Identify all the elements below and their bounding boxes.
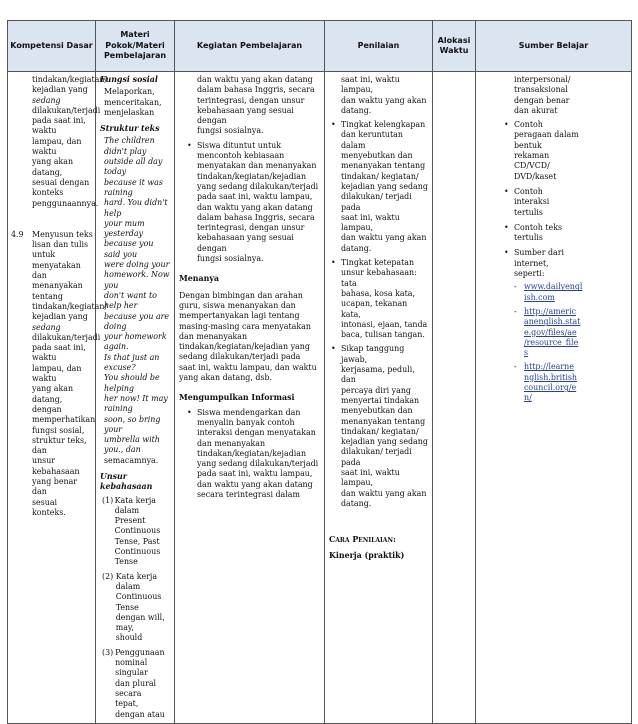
link-item: - http://learne nglish.british council.org/e n/ [514, 362, 577, 403]
kd-number: 4.9 [11, 229, 24, 239]
menanya-title: Menanya [179, 274, 220, 284]
syllabus-table [7, 20, 632, 724]
penilaian-continued-text: saat ini, waktu lampau, dan waktu yang akan datang. [341, 75, 427, 115]
unsur-kebahasaan-title: Unsur kebahasaan [100, 471, 153, 492]
header-sumber-belajar: Sumber Belajar [476, 21, 632, 72]
struktur-teks-title: Struktur teks [100, 124, 160, 134]
link-item: - www.dailyengl ish.com [514, 282, 583, 302]
cara-penilaian-title: Cara Penilaian: [329, 535, 396, 545]
list-item: • Tingkat kelengkapan dan keruntutan dalam menyebutkan dan menanyakan tentang tindakan/ kegiatan/ kejadian yang sedang dilakukan/ terjadi pada saat ini, waktu lampau, dan waktu yang akan datang. [329, 120, 429, 254]
link-americanenglish[interactable]: http://americ anenglish.stat e.gov/files/ae /resource_file s [524, 306, 581, 358]
kegiatan-continued-text: dan waktu yang akan datang dalam bahasa Inggris, secara terintegrasi, dengan unsur kebahasaan yang sesuai dengan fungsi sosialnya. [197, 75, 315, 136]
link-learnenglish-britishcouncil[interactable]: http://learne nglish.british council.org/e n/ [524, 362, 577, 403]
fungsi-sosial-title: Fungsi sosial [100, 75, 158, 84]
list-item: • Contoh interaksi tertulis [502, 187, 627, 218]
list-item: (3) Penggunaan nominal singular dan plural secara tepat, dengan atau [102, 647, 165, 719]
cell-kompetensi-dasar [8, 72, 108, 724]
list-item: • Tingkat ketepatan unsur kebahasaan: tata bahasa, kosa kata, ucapan, tekanan kata, intonasi, ejaan, tanda baca, tulisan tangan. [329, 258, 429, 340]
list-item: (1) Kata kerja dalam Present Continuous Tense, Past Continuous Tense [102, 495, 161, 567]
list-item: • Contoh teks tertulis [502, 223, 627, 244]
list-item: • Sumber dari internet, seperti: [502, 248, 627, 279]
menanya-text: Dengan bimbingan dan arahan guru, siswa menanyakan dan mempertanyakan lagi tentang masing-masing cara menyatakan dan menanyakan tindakan/kegiatan/kejadian yang sedang dilakukan/terjadi pada saat ini, waktu lampau, dan waktu yang akan datang, dsb. [179, 290, 317, 383]
header-kompetensi-dasar: Kompetensi Dasar [8, 21, 96, 72]
cell-penilaian [325, 72, 433, 724]
table-row [8, 72, 632, 724]
list-item: (2) Kata kerja dalam Continuous Tense dengan will, may, should [102, 571, 165, 643]
fungsi-sosial-text: Melaporkan, menceritakan, menjelaskan [104, 87, 162, 117]
header-kegiatan-pembelajaran: Kegiatan Pembelajaran [175, 21, 325, 72]
header-materi-pokok: Materi Pokok/Materi Pembelajaran [96, 21, 175, 72]
mengumpulkan-informasi-title: Mengumpulkan Informasi [179, 393, 295, 403]
kinerja-label: Kinerja (praktik) [329, 551, 405, 561]
internet-links [502, 282, 627, 403]
header-row [8, 21, 632, 72]
list-item: • Siswa dituntut untuk mencontoh kebiasaan menyatakan dan menanyakan tindakan/kegiatan/kejadian yang sedang dilakukan/terjadi pada saat ini, waktu lampau, dan waktu yang akan datang dalam bahasa Inggris, secara terintegrasi, dengan unsur kebahasaan yang sesuai dengan fungsi sosialnya. [185, 141, 320, 265]
struktur-teks-example: The children didn't play outside all day today because it was raining hard. You didn't help your mum yesterday because you said you were doing your homework. Now you don't want to help her because you are doing your homework again. Is that just an excuse? You should be helping her now! It may raining soon, so bring your umbrella with you., dan semacamnya. [104, 136, 170, 465]
cell-sumber-belajar [476, 72, 632, 724]
cell-alokasi-waktu [433, 72, 476, 724]
cell-kegiatan-pembelajaran [175, 72, 325, 724]
kd-continued-text: tindakan/kegiatan/ kejadian yang sedang dilakukan/terjadi pada saat ini, waktu lampau, dan waktu yang akan datang, sesuai dengan konteks penggunaannya. [32, 75, 108, 208]
link-item: - http://americ anenglish.stat e.gov/files/ae /resource_file s [514, 306, 581, 358]
list-item: • Contoh peragaan dalam bentuk rekaman CD/VCD/ DVD/kaset [502, 120, 627, 182]
unsur-kebahasaan-list [100, 496, 170, 720]
link-dailyenglish[interactable]: www.dailyengl ish.com [524, 282, 583, 302]
list-item: • Sikap tanggung jawab, kerjasama, peduli, dan percaya diri yang menyertai tindakan menyebutkan dan menanyakan tentang tindakan/ kegiatan/ kejadian yang sedang dilakukan/ terjadi pada saat ini, waktu lampau, dan waktu yang akan datang. [329, 344, 429, 509]
kd-4-9: 4.9 Menyusun teks lisan dan tulis untuk menyatakan dan menanyakan tentang tindakan/kegiatan/ kejadian yang sedang dilakukan/terjadi pada saat ini, waktu lampau, dan waktu yang akan datang, dengan memperhatikan fungsi sosial, struktur teks, dan unsur kebahasaan yang benar dan sesuai konteks. [11, 229, 108, 517]
header-alokasi-waktu: Alokasi Waktu [433, 21, 476, 72]
cell-materi-pokok [96, 72, 175, 724]
sumber-continued-text: interpersonal/ transaksional dengan benar dan akurat [514, 75, 571, 115]
list-item: • Siswa mendengarkan dan menyalin banyak contoh interaksi dengan menyatakan dan menanyakan tindakan/kegiatan/kejadian yang sedang dilakukan/terjadi pada saat ini, waktu lampau, dan waktu yang akan datang secara terintegrasi dalam [185, 408, 320, 501]
header-penilaian: Penilaian [325, 21, 433, 72]
